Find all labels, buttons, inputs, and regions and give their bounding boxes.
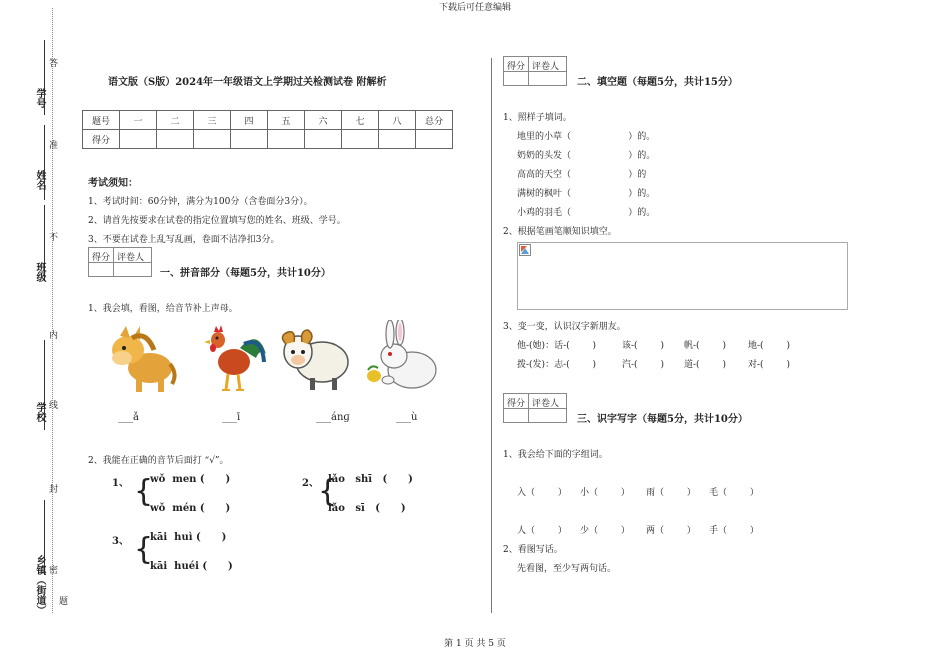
choice-number: 2、 [302, 478, 319, 489]
column-divider [491, 58, 492, 613]
notice-item: 3、不要在试卷上乱写乱画，卷面不洁净扣3分。 [88, 235, 280, 245]
choice-option[interactable]: lǎo sī ( ) [328, 503, 406, 514]
change-item[interactable]: 该-( ) [622, 341, 664, 351]
grader-box [88, 247, 152, 277]
pinyin-blank: ___ [118, 412, 133, 423]
seal-word: 题 [57, 596, 67, 606]
score-header: 题号 [83, 111, 120, 130]
section3-q2-note: 先看图，至少写两句话。 [517, 564, 617, 574]
fill-row[interactable]: 小鸡的羽毛（ ）的。 [517, 208, 656, 218]
seal-word: 准 [47, 140, 57, 150]
score-cell[interactable] [231, 130, 268, 149]
change-item[interactable]: 拨-(发)：志-( ) [517, 360, 597, 370]
score-table [82, 110, 453, 149]
pinyin-blank: ___ [222, 412, 237, 423]
word-item[interactable]: 入（ ） [517, 488, 567, 498]
label-township: 乡镇（街道） [34, 555, 45, 615]
score-header: 八 [379, 111, 416, 130]
label-class: 班级 [34, 262, 45, 282]
score-header: 三 [194, 111, 231, 130]
label-school: 学校 [34, 402, 45, 422]
grader-box [503, 56, 567, 86]
top-note: 下载后可任意编辑 [438, 3, 511, 13]
seal-word: 答 [47, 58, 57, 68]
score-cell[interactable] [120, 130, 157, 149]
word-item[interactable]: 小（ ） [580, 488, 630, 498]
label-name: 姓名 [34, 170, 45, 190]
pinyin-blank: ___ [316, 412, 331, 423]
pinyin-tail: ī [237, 412, 241, 423]
score-cell[interactable] [157, 130, 194, 149]
choice-number: 3、 [112, 536, 129, 547]
image-placeholder-box [517, 242, 848, 310]
rabbit-icon [360, 320, 442, 396]
notice-item: 2、请首先按要求在试卷的指定位置填写您的姓名、班级、学号。 [88, 216, 346, 226]
change-item[interactable]: 他-(她)：话-( ) [517, 341, 597, 351]
choice-option[interactable]: kāi huéi ( ) [150, 561, 233, 572]
grader-name-label: 评卷人 [532, 399, 560, 409]
word-item[interactable]: 雨（ ） [646, 488, 696, 498]
change-item[interactable]: 帆-( ) [684, 341, 726, 351]
sheep-icon [276, 322, 352, 394]
fill-row[interactable]: 地里的小草（ ）的。 [517, 132, 656, 142]
score-cell[interactable] [379, 130, 416, 149]
section3-q2: 2、看图写话。 [503, 545, 563, 555]
page-footer: 第 1 页 共 5 页 [444, 639, 506, 649]
notice-title: 考试须知： [88, 178, 138, 189]
seal-word: 不 [47, 232, 57, 242]
score-header: 六 [305, 111, 342, 130]
brace-icon: { [134, 474, 154, 509]
pinyin-item-rabbit[interactable] [396, 412, 417, 423]
fill-row[interactable]: 高高的天空（ ）的 [517, 170, 647, 180]
choice-number: 1、 [112, 478, 129, 489]
seal-word: 内 [47, 330, 57, 340]
brace-icon: { [318, 474, 338, 509]
grader-row-line [504, 71, 566, 72]
score-cell[interactable] [305, 130, 342, 149]
fill-row[interactable]: 满树的枫叶（ ）的。 [517, 189, 656, 199]
page-title: 语文版（S版）2024年一年级语文上学期过关检测试卷 附解析 [108, 77, 387, 88]
section3-q1: 1、我会给下面的字组词。 [503, 450, 608, 460]
section2-q1: 1、照样子填词。 [503, 113, 572, 123]
pinyin-item-rooster[interactable] [222, 412, 240, 423]
notice-item: 1、考试时间：60分钟，满分为100分（含卷面分3分）。 [88, 197, 313, 207]
word-item[interactable]: 人（ ） [517, 526, 567, 536]
score-header: 二 [157, 111, 194, 130]
grader-name-label: 评卷人 [532, 62, 560, 72]
fill-row[interactable]: 奶奶的头发（ ）的。 [517, 151, 656, 161]
brace-icon: { [134, 532, 154, 567]
section1-q2: 2、我能在正确的音节后面打 “√”。 [88, 456, 229, 466]
choice-option[interactable]: lǎo shī ( ) [328, 474, 413, 485]
score-cell[interactable] [342, 130, 379, 149]
section3-title: 三、识字写字（每题5分，共计10分） [577, 414, 748, 425]
grader-box [503, 393, 567, 423]
pinyin-item-horse[interactable] [118, 412, 139, 423]
choice-option[interactable]: wǒ men ( ) [150, 474, 231, 485]
section1-title: 一、拼音部分（每题5分，共计10分） [160, 268, 331, 279]
grader-score-label: 得分 [507, 399, 526, 409]
section2-q3: 3、变一变，认识汉字新朋友。 [503, 322, 626, 332]
word-item[interactable]: 手（ ） [709, 526, 759, 536]
word-item[interactable]: 毛（ ） [709, 488, 759, 498]
rooster-icon [200, 318, 270, 398]
score-header: 总分 [416, 111, 453, 130]
change-item[interactable]: 对-( ) [748, 360, 790, 370]
score-cell[interactable] [268, 130, 305, 149]
word-item[interactable]: 少（ ） [580, 526, 630, 536]
score-cell[interactable] [416, 130, 453, 149]
grader-row-line [504, 408, 566, 409]
pinyin-tail: ǎ [133, 412, 139, 423]
grader-name-label: 评卷人 [117, 253, 145, 263]
grader-score-label: 得分 [92, 253, 111, 263]
seal-word: 密 [47, 565, 57, 575]
score-header: 一 [120, 111, 157, 130]
grader-row-line [89, 262, 151, 263]
binding-dotted-line [52, 8, 53, 613]
score-header: 五 [268, 111, 305, 130]
horse-icon [102, 320, 180, 398]
section1-q1: 1、我会填，看图，给音节补上声母。 [88, 304, 238, 314]
word-item[interactable]: 两（ ） [646, 526, 696, 536]
score-cell[interactable] [194, 130, 231, 149]
change-item[interactable]: 道-( ) [684, 360, 726, 370]
pinyin-item-sheep[interactable] [316, 412, 350, 423]
change-item[interactable]: 汽-( ) [622, 360, 664, 370]
label-student-id: 学号 [34, 88, 45, 108]
score-header: 七 [342, 111, 379, 130]
change-item[interactable]: 地-( ) [748, 341, 790, 351]
score-row-label: 得分 [83, 130, 120, 149]
seal-word: 线 [47, 400, 57, 410]
pinyin-tail: ánɡ [331, 412, 350, 423]
choice-option[interactable]: kāi huì ( ) [150, 532, 227, 543]
section2-q2: 2、根据笔画笔顺知识填空。 [503, 227, 617, 237]
pinyin-blank: ___ [396, 412, 411, 423]
choice-option[interactable]: wǒ mén ( ) [150, 503, 231, 514]
seal-word: 封 [47, 484, 57, 494]
section2-title: 二、填空题（每题5分，共计15分） [577, 77, 738, 88]
broken-image-icon [519, 244, 531, 256]
grader-score-label: 得分 [507, 62, 526, 72]
score-header: 四 [231, 111, 268, 130]
pinyin-tail: ù [411, 412, 418, 423]
